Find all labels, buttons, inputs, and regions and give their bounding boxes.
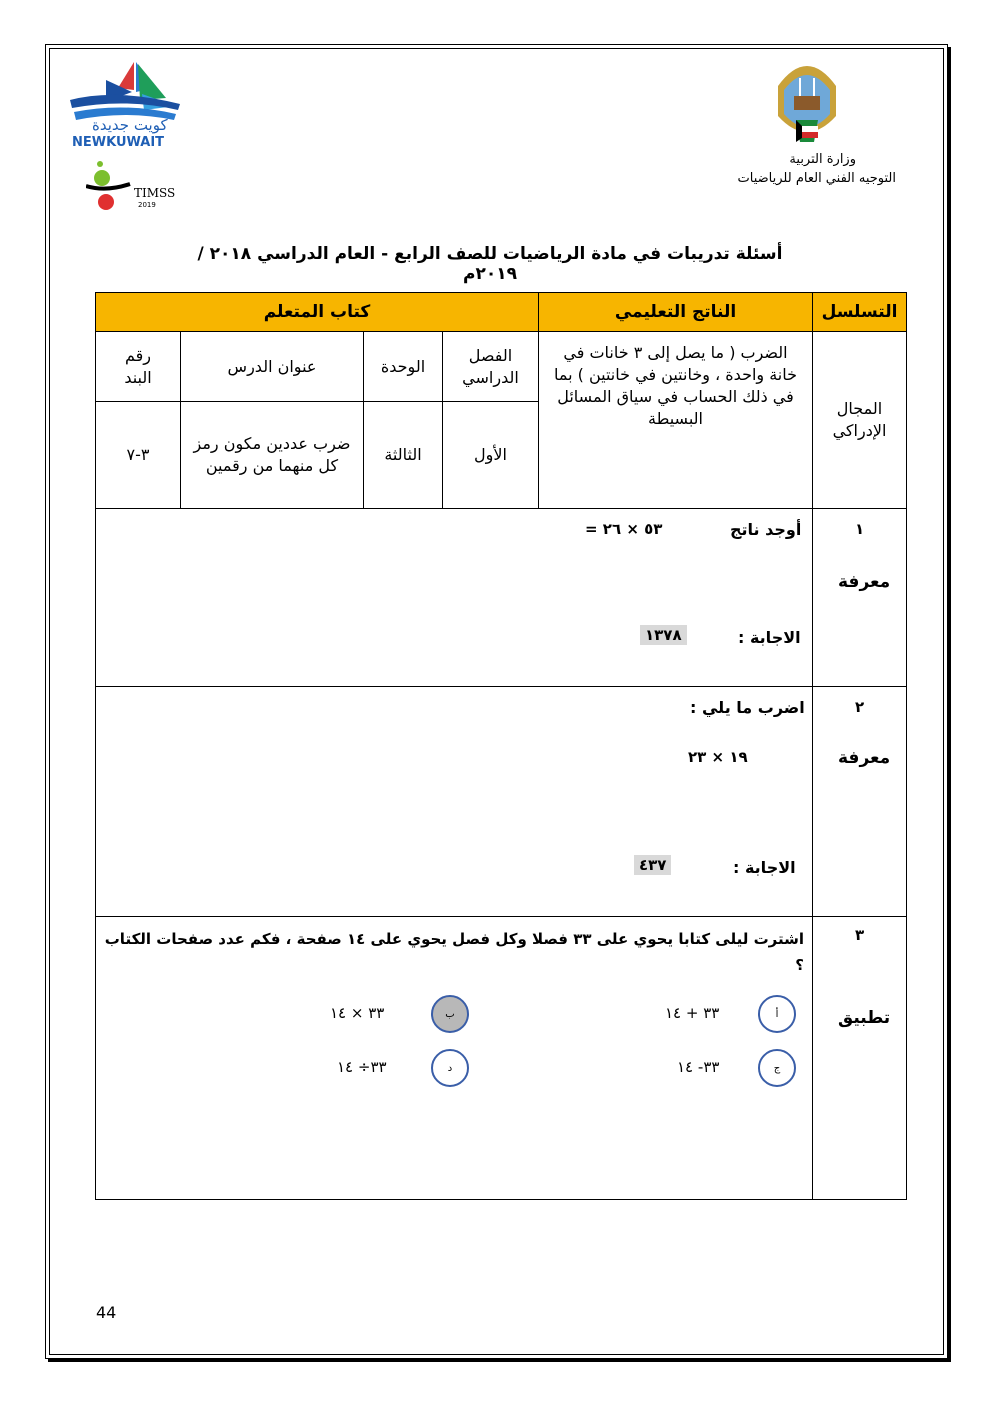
q1-prompt: أوجد ناتج bbox=[730, 520, 802, 539]
timss-label: TIMSS bbox=[134, 186, 176, 200]
q2-answer-value: ٤٣٧ bbox=[634, 855, 671, 875]
page-number: 44 bbox=[96, 1303, 117, 1322]
ministry-department: التوجيه الفني العام للرياضيات bbox=[737, 171, 896, 186]
ministry-name: وزارة التربية bbox=[789, 152, 856, 167]
option-d-circle[interactable] bbox=[431, 1049, 469, 1087]
option-a-circle[interactable] bbox=[758, 995, 796, 1033]
kuwait-emblem-icon bbox=[770, 56, 844, 156]
q2-answer bbox=[634, 856, 671, 874]
option-a-text: ٣٣ + ١٤ bbox=[665, 1004, 720, 1022]
q1-number: ١ bbox=[855, 520, 865, 538]
option-b-text: ٣٣ × ١٤ bbox=[330, 1004, 385, 1022]
q2-number: ٢ bbox=[855, 698, 865, 716]
domain-cell: المجال الإدراكي bbox=[812, 331, 907, 509]
option-d-letter: د bbox=[447, 1062, 453, 1074]
lesson-header: عنوان الدرس bbox=[180, 331, 364, 402]
item-value: ٣-٧ bbox=[95, 401, 181, 509]
item-header: رقم البند bbox=[95, 331, 181, 402]
option-c-text: ٣٣- ١٤ bbox=[677, 1058, 720, 1076]
q1-answer-label: الاجابة : bbox=[738, 628, 801, 647]
newkuwait-logo bbox=[66, 58, 184, 153]
semester-value: الأول bbox=[442, 401, 539, 509]
header-book: كتاب المتعلم bbox=[95, 292, 539, 332]
q1-answer-value: ١٣٧٨ bbox=[640, 625, 687, 645]
q1-answer bbox=[640, 626, 687, 644]
unit-header: الوحدة bbox=[363, 331, 443, 402]
q1-expression: ٥٣ × ٢٦ = bbox=[585, 520, 663, 538]
q2-prompt: اضرب ما يلي : bbox=[690, 698, 805, 717]
outcome-cell: الضرب ( ما يصل إلى ٣ خانات في خانة واحدة ، وخانتين في خانتين ) بما في ذلك الحساب في سياق المسائل البسيطة bbox=[538, 331, 813, 509]
q2-side-cell bbox=[812, 686, 907, 917]
q1-body-cell bbox=[95, 508, 813, 687]
timss-figure-icon bbox=[86, 158, 136, 214]
option-b-circle[interactable] bbox=[431, 995, 469, 1033]
timss-year: 2019 bbox=[138, 201, 156, 209]
q3-prompt: اشترت ليلى كتابا يحوي على ٣٣ فصلا وكل فصل يحوي على ١٤ صفحة ، فكم عدد صفحات الكتاب ؟ bbox=[104, 930, 804, 974]
newkuwait-arabic-text: كويت جديدة bbox=[92, 116, 168, 134]
q2-body-cell bbox=[95, 686, 813, 917]
newkuwait-latin-text: NEWKUWAIT bbox=[72, 135, 165, 150]
option-c-circle[interactable] bbox=[758, 1049, 796, 1087]
q2-answer-label: الاجابة : bbox=[733, 858, 796, 877]
option-a-letter: أ bbox=[775, 1008, 779, 1020]
q3-side-cell bbox=[812, 916, 907, 1200]
lesson-value: ضرب عددين مكون رمز كل منهما من رقمين bbox=[180, 401, 364, 509]
ministry-block bbox=[676, 150, 896, 188]
option-d-text: ٣٣÷ ١٤ bbox=[337, 1058, 387, 1076]
kuwait-emblem bbox=[770, 56, 844, 156]
q3-number: ٣ bbox=[855, 926, 865, 944]
option-c-letter: ج bbox=[773, 1062, 781, 1074]
q2-expression: ١٩ × ٢٣ bbox=[688, 748, 748, 766]
header-sequence: التسلسل bbox=[812, 292, 907, 332]
header-outcome: الناتج التعليمي bbox=[538, 292, 813, 332]
q3-level: تطبيق bbox=[838, 1008, 891, 1028]
option-b-letter: ب bbox=[445, 1008, 455, 1020]
timss-logo bbox=[86, 158, 186, 216]
page-title: أسئلة تدريبات في مادة الرياضيات للصف الرابع - العام الدراسي ٢٠١٨ / ٢٠١٩م bbox=[197, 244, 783, 284]
semester-header: الفصل الدراسي bbox=[442, 331, 539, 402]
q2-level: معرفة bbox=[838, 748, 891, 768]
unit-value: الثالثة bbox=[363, 401, 443, 509]
q1-level: معرفة bbox=[838, 572, 891, 592]
